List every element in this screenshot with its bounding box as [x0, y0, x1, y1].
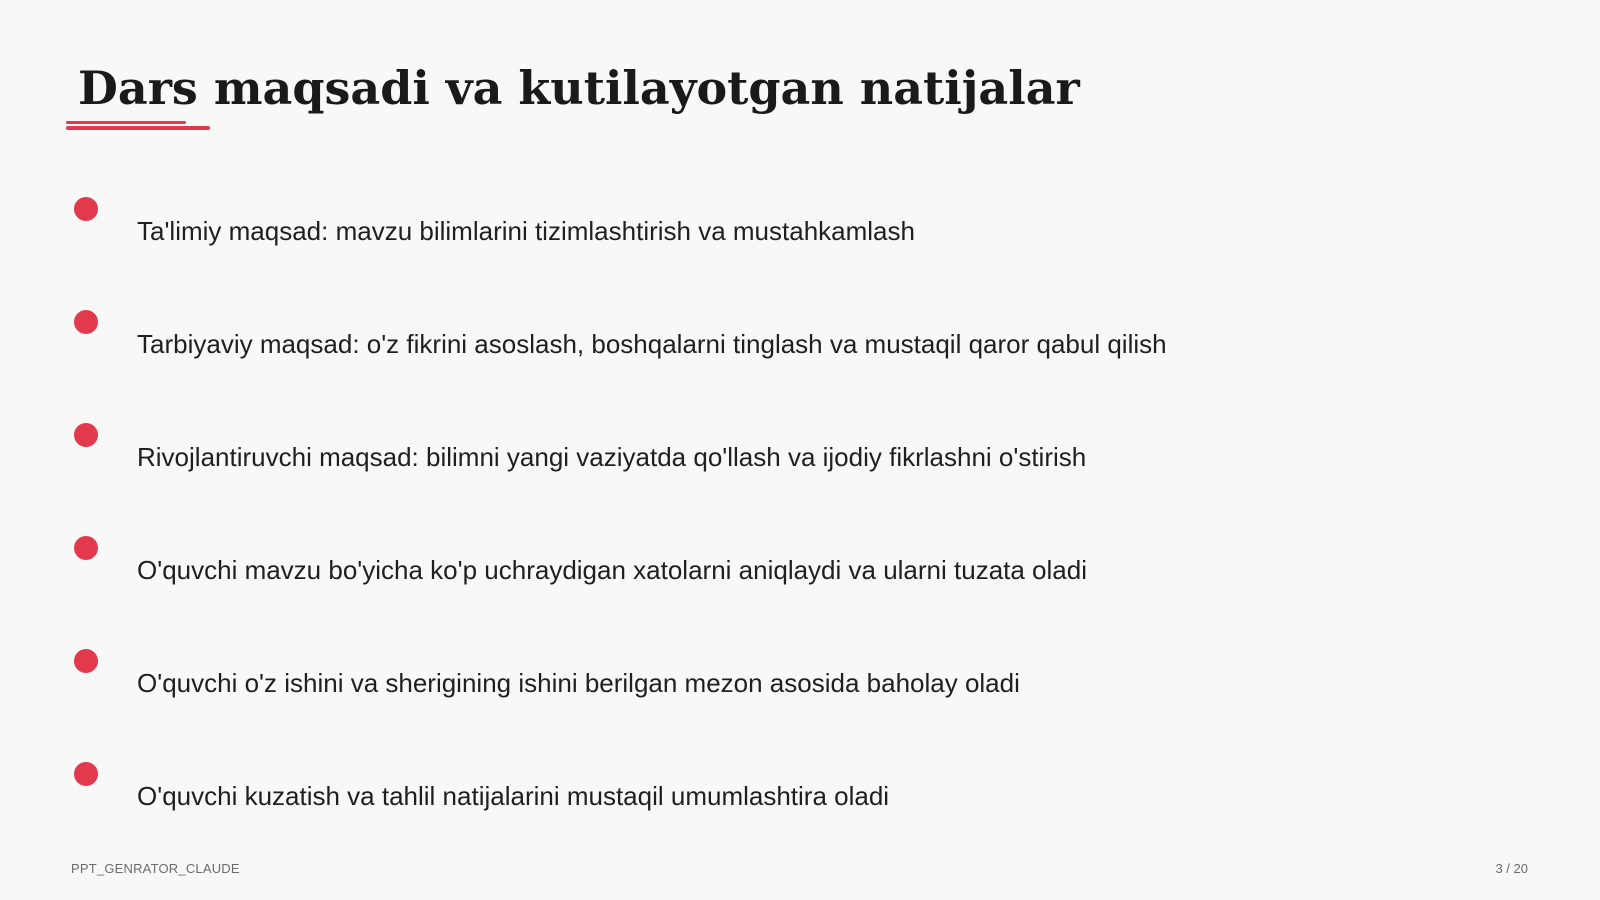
list-item	[0, 536, 1500, 596]
list-item-text: O'quvchi mavzu bo'yicha ko'p uchraydigan xatolarni aniqlaydi va ularni tuzata oladi	[137, 555, 1087, 585]
list-item-text: Rivojlantiruvchi maqsad: bilimni yangi vaziyatda qo'llash va ijodiy fikrlashni o'stirish	[137, 442, 1087, 472]
list-item	[0, 762, 1500, 822]
bullet-dot-icon	[74, 762, 98, 786]
list-item-text: Tarbiyaviy maqsad: o'z fikrini asoslash, boshqalarni tinglash va mustaqil qaror qabul qilish	[137, 329, 1167, 359]
bullet-dot-icon	[74, 649, 98, 673]
list-item-text: Ta'limiy maqsad: mavzu bilimlarini tizimlashtirish va mustahkamlash	[137, 216, 915, 246]
list-item	[0, 310, 1500, 370]
list-item	[0, 423, 1500, 483]
list-item	[0, 649, 1500, 709]
bullet-dot-icon	[74, 197, 98, 221]
bullet-dot-icon	[74, 536, 98, 560]
footer-source-label: PPT_GENRATOR_CLAUDE	[71, 861, 240, 876]
bullet-dot-icon	[74, 310, 98, 334]
slide-title: Dars maqsadi va kutilayotgan natijalar	[78, 61, 1080, 115]
list-item-text: O'quvchi o'z ishini va sherigining ishini berilgan mezon asosida baholay oladi	[137, 668, 1020, 698]
bullet-dot-icon	[74, 423, 98, 447]
page-number: 3 / 20	[1495, 861, 1528, 876]
list-item	[0, 197, 1500, 257]
list-item-text: O'quvchi kuzatish va tahlil natijalarini mustaqil umumlashtira oladi	[137, 781, 890, 811]
